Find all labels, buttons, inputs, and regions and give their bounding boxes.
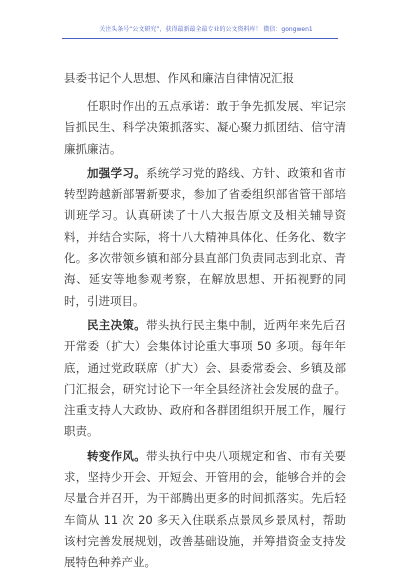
paragraph-text: 系统学习党的路线、方针、政策和省市转型跨越新部署新要求，参加了省委组织部省管干部培训班学习。认真研读了十八大报告原文及相关辅导资料，并结合实际，将十八大精神具体化、任务化、数字化。多次带领乡镇和部分县直部门负责同志到北京、青海、延安等地参观考察，在解放思想、开拓视野的同时，引进项目。: [64, 165, 347, 308]
paragraph-lead: 转变作风。: [87, 448, 146, 463]
paragraph-lead: 加强学习。: [87, 165, 146, 180]
promo-banner: 关注头条号“公文研究”，获得最新最全最专业的公文资料库！ 微信：gongwen1: [99, 26, 313, 33]
banner-divider: [62, 38, 338, 39]
document-title: 县委书记个人思想、作风和廉洁自律情况汇报: [64, 71, 294, 85]
paragraph-style: [64, 446, 346, 574]
paragraph-study: [64, 163, 346, 312]
paragraph-lead: 民主决策。: [87, 317, 146, 332]
paragraph-text: 带头执行中央八项规定和省、市有关要求，坚持少开会、开短会、开管用的会，能够合并的会尽量合并召开，为干部腾出更多的时间抓落实。先后轻车简从 11 次 20 多天入住联系点景凤乡景凤村，帮助该村完善发展规划，改善基础设施，并筹措资金支持发展特色种养产业。: [64, 448, 347, 570]
paragraph-text: 任职时作出的五点承诺：敢于争先抓发展、牢记宗旨抓民生、科学决策抓落实、凝心聚力抓团结、信守清廉抓廉洁。: [64, 99, 346, 156]
document-body: [64, 96, 346, 577]
paragraph-text: 带头执行民主集中制，近两年来先后召开常委（扩大）会集体讨论重大事项 50 多项。每年年底，通过党政联席（扩大）会、县委常委会、乡镇及部门汇报会，研究讨论下一年全县经济社会发展的盘子。注重支持人大政协、政府和各群团组织开展工作，履行职责。: [64, 317, 347, 439]
paragraph-commitments: [64, 96, 346, 160]
paragraph-democracy: [64, 315, 346, 443]
